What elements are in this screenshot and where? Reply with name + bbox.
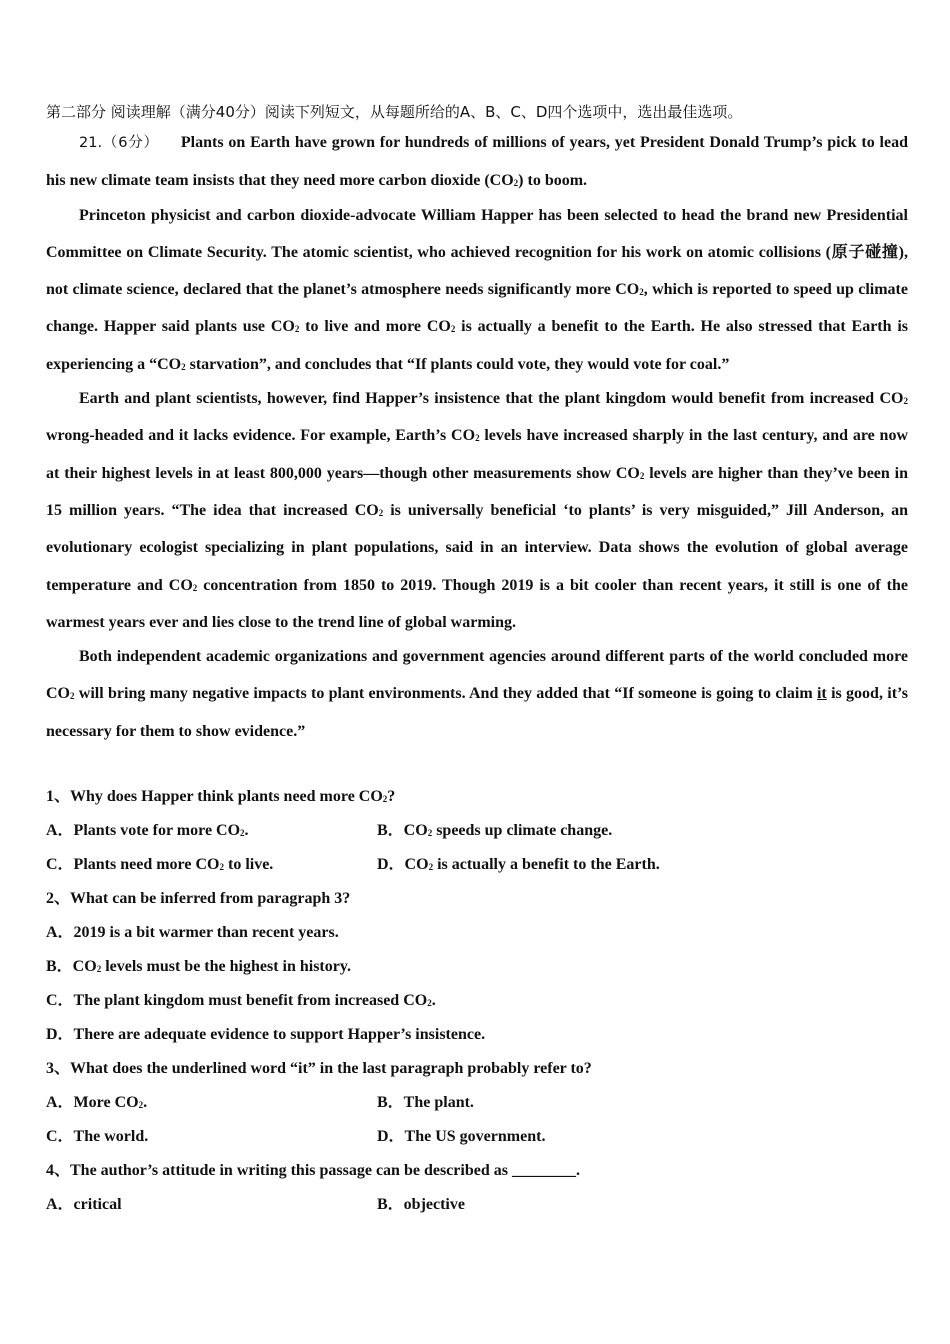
question-3-option-b: B．The plant. <box>377 1094 474 1111</box>
question-4-option-b: B．objective <box>377 1196 465 1213</box>
question-1-options-ab <box>46 819 926 853</box>
question-2-option-a: A．2019 is a bit warmer than recent years. <box>46 924 339 941</box>
question-4-stem: 4、The author’s attitude in writing this passage can be described as ________. <box>46 1162 580 1179</box>
paragraph-1: 21.（6分） Plants on Earth have grown for hundreds of millions of years, yet President Donald Trump’s pick to lead his new climate team insists that they need more carbon dioxide $(CO_2)$ to boom. <box>46 134 908 190</box>
question-2-option-d: D．There are adequate evidence to support Happer’s insistence. <box>46 1026 486 1043</box>
question-4-option-a: A．critical <box>46 1196 122 1213</box>
question-1-stem: 1、Why does Happer think plants need more $CO_2$? <box>46 788 396 805</box>
question-3-options-cd <box>46 1125 926 1159</box>
question-1-options-cd <box>46 853 926 887</box>
paragraph-4: Both independent academic organizations and government agencies around different parts of the world concluded more $CO_2$ will bring many negative impacts to plant environments. And they added that “If someone is going to claim it is good, it’s necessary for them to show evidence.” <box>46 648 908 740</box>
question-1-option-a: A．Plants vote for more $CO_2$. <box>46 822 249 839</box>
question-1-option-d: D．$CO_2$ is actually a benefit to the Earth. <box>377 856 660 873</box>
question-1-option-c: C．Plants need more $CO_2$ to live. <box>46 856 274 873</box>
question-3-option-c: C．The world. <box>46 1128 149 1145</box>
question-3-option-d: D．The US government. <box>377 1128 546 1145</box>
question-3-option-a: A．More $CO_2$. <box>46 1094 148 1111</box>
reading-passage <box>46 124 908 747</box>
question-list <box>46 785 926 1227</box>
underlined-word-it: it <box>816 685 827 703</box>
question-2-stem: 2、What can be inferred from paragraph 3? <box>46 890 351 907</box>
paragraph-2: Princeton physicist and carbon dioxide-advocate William Happer has been selected to head the brand new Presidential Committee on Climate Security. The atomic scientist, who achieved recognition for his work on atomic collisions (原子碰撞), not climate science, declared that the planet’s atmosphere needs significantly more $CO_2$, which is reported to speed up climate change. Happer said plants use $CO_2$ to live and more $CO_2$ is actually a benefit to the Earth. He also stressed that Earth is experiencing a “$CO_2$ starvation”, and concludes that “If plants could vote, they would vote for coal.” <box>46 206 909 373</box>
question-2-option-b: B．$CO_2$ levels must be the highest in history. <box>46 958 351 975</box>
question-1-option-b: B．$CO_2$ speeds up climate change. <box>377 822 613 839</box>
question-2-option-c: C．The plant kingdom must benefit from increased $CO_2$. <box>46 992 436 1009</box>
paragraph-3: Earth and plant scientists, however, find Happer’s insistence that the plant kingdom would benefit from increased $CO_2$ wrong-headed and it lacks evidence. For example, Earth’s $CO_2$ levels have increased sharply in the last century, and are now at their highest levels in at least 800,000 years—though other measurements show $CO_2$ levels are higher than they’ve been in 15 million years. “The idea that increased $CO_2$ is universally beneficial ‘to plants’ is very misguided,” Jill Anderson, an evolutionary ecologist specializing in plant populations, said in an interview. Data shows the evolution of global average temperature and $CO_2$ concentration from 1850 to 2019. Though 2019 is a bit cooler than recent years, it still is one of the warmest years ever and lies close to the trend line of global warming. <box>46 390 909 631</box>
question-3-stem: 3、What does the underlined word “it” in the last paragraph probably refer to? <box>46 1060 592 1077</box>
question-4-options-ab <box>46 1193 926 1227</box>
question-number: 21.（6分） <box>79 135 159 151</box>
question-3-options-ab <box>46 1091 926 1125</box>
section-heading: 第二部分 阅读理解（满分40分）阅读下列短文，从每题所给的A、B、C、D四个选项中，选出最佳选项。 <box>46 103 743 121</box>
